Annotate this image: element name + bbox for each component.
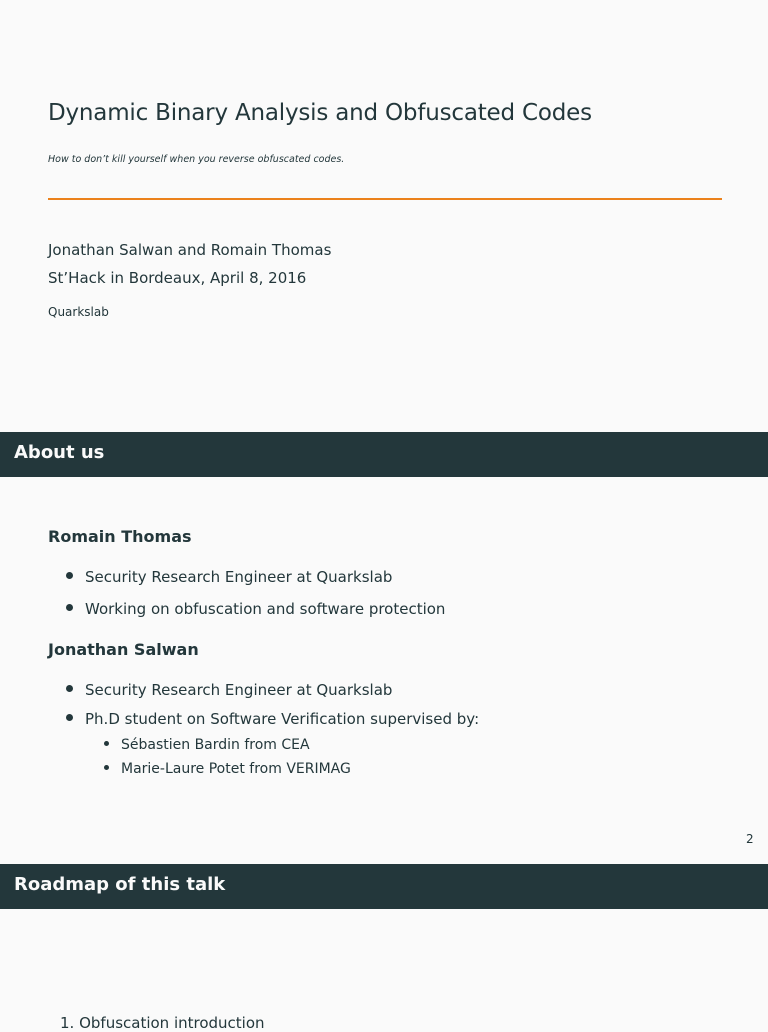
about-slide-title: About us	[14, 442, 105, 463]
roadmap-slide-header	[0, 864, 768, 909]
sub-bullet-item	[104, 737, 310, 753]
presentation-title: Dynamic Binary Analysis and Obfuscated Codes	[48, 100, 592, 126]
bullet-dot-icon	[66, 714, 73, 721]
about-slide	[0, 477, 768, 864]
bullet-item	[66, 710, 479, 728]
page-number: 2	[746, 832, 754, 846]
bullet-text: Ph.D student on Software Verification supervised by:	[85, 710, 480, 728]
title-slide	[0, 0, 768, 432]
bullet-dot-icon	[104, 741, 109, 746]
presentation-subtitle: How to don’t kill yourself when you reverse obfuscated codes.	[48, 154, 345, 165]
institute: Quarkslab	[48, 305, 109, 319]
bullet-text: Security Research Engineer at Quarkslab	[85, 681, 393, 699]
sub-bullet-text: Marie-Laure Potet from VERIMAG	[121, 761, 351, 777]
bullet-item	[66, 600, 445, 618]
bullet-item	[66, 681, 392, 699]
title-divider	[48, 198, 722, 200]
sub-bullet-text: Sébastien Bardin from CEA	[121, 737, 310, 753]
bullet-dot-icon	[104, 765, 109, 770]
bullet-dot-icon	[66, 685, 73, 692]
bullet-text: Working on obfuscation and software protection	[85, 600, 446, 618]
bullet-item	[66, 568, 392, 586]
bullet-dot-icon	[66, 572, 73, 579]
sub-bullet-item	[104, 761, 351, 777]
roadmap-item: 1. Obfuscation introduction	[60, 1014, 265, 1032]
person-name-jonathan: Jonathan Salwan	[48, 640, 199, 659]
bullet-dot-icon	[66, 604, 73, 611]
bullet-text: Security Research Engineer at Quarkslab	[85, 568, 393, 586]
person-name-romain: Romain Thomas	[48, 527, 192, 546]
roadmap-slide-title: Roadmap of this talk	[14, 874, 226, 895]
authors: Jonathan Salwan and Romain Thomas	[48, 241, 332, 259]
about-slide-header	[0, 432, 768, 477]
event-date: St’Hack in Bordeaux, April 8, 2016	[48, 269, 307, 287]
